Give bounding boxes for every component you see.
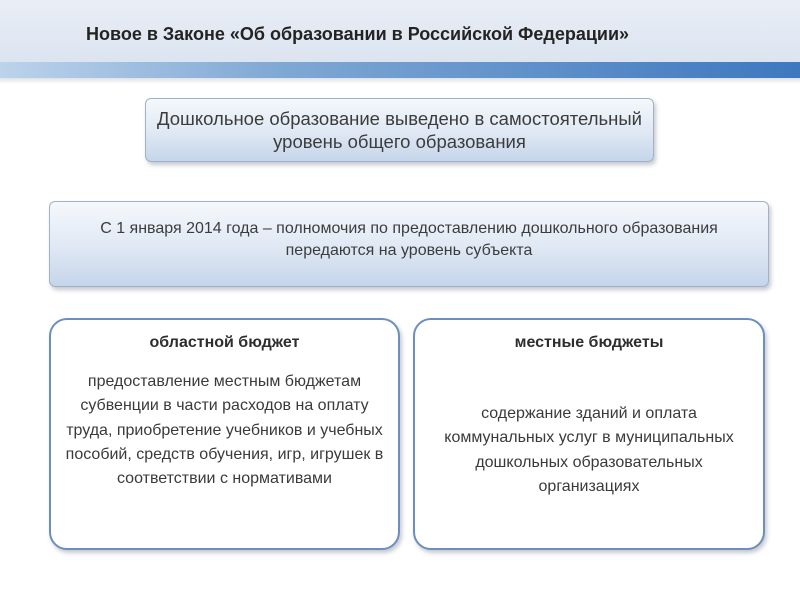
header-accent-stripe	[0, 62, 800, 78]
regional-budget-heading: областной бюджет	[149, 334, 300, 351]
preschool-level-callout	[145, 98, 654, 162]
local-budgets-description: содержание зданий и оплата коммунальных услуг в муниципальных дошкольных образовательных организациях	[444, 405, 734, 495]
authority-transfer-text: С 1 января 2014 года – полномочия по предоставлению дошкольного образования передаются на уровень субъекта	[100, 220, 718, 259]
regional-budget-description: предоставление местным бюджетам субвенции в части расходов на оплату труда, приобретение учебников и учебных пособий, средств обучения, игр, игрушек в соответствии с нормативами	[65, 373, 384, 488]
authority-transfer-callout	[49, 201, 769, 287]
slide-header	[0, 0, 800, 62]
local-budgets-panel	[413, 318, 765, 550]
regional-budget-panel	[49, 318, 400, 550]
slide-title: Новое в Законе «Об образовании в Российской Федерации»	[86, 24, 630, 44]
header-stripe-shadow	[0, 78, 800, 84]
preschool-level-text: Дошкольное образование выведено в самостоятельный уровень общего образования	[156, 108, 643, 152]
local-budgets-heading: местные бюджеты	[514, 334, 664, 351]
